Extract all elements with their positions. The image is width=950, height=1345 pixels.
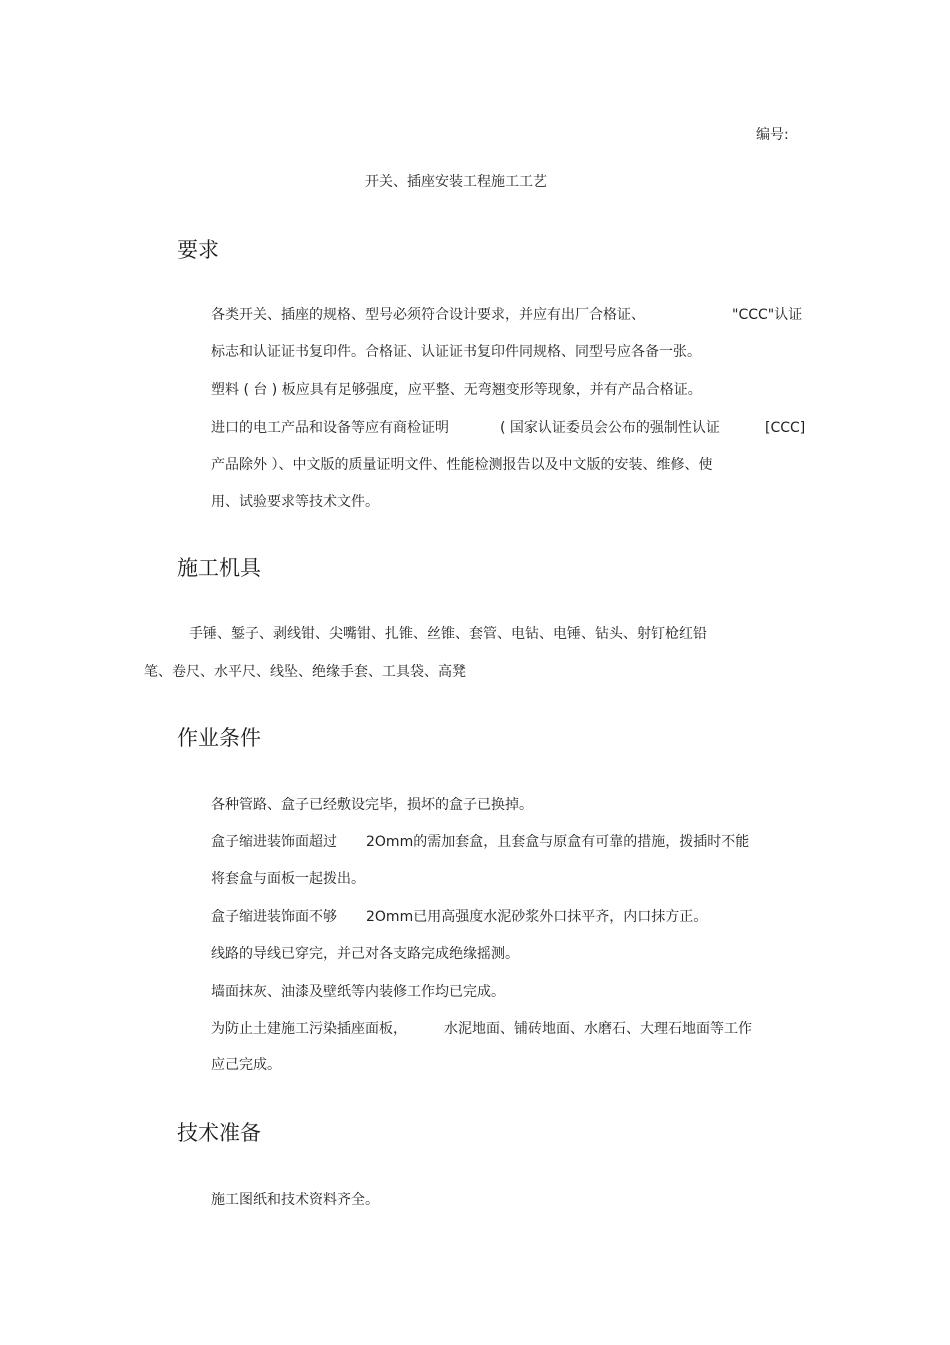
conditions-line: 为防止土建施工污染插座面板， <box>211 1021 407 1037</box>
tech-line: 施工图纸和技术资料齐全。 <box>211 1192 379 1208</box>
document-number-label: 编号: <box>756 127 789 143</box>
section-heading-tech: 技术准备 <box>177 1121 261 1145</box>
section-heading-tools: 施工机具 <box>177 556 261 580</box>
conditions-line: 盒子缩进装饰面超过 <box>211 834 337 850</box>
requirements-line: 进口的电工产品和设备等应有商检证明 <box>211 420 449 436</box>
tools-line: 手锤、錾子、剥线钳、尖嘴钳、扎锥、丝锥、套管、电钻、电锤、钻头、射钉枪红铅 <box>189 626 707 642</box>
conditions-line: 各种管路、盒子已经敷设完毕，损坏的盒子已换掉。 <box>211 797 533 813</box>
requirements-line: 各类开关、插座的规格、型号必须符合设计要求，并应有出厂合格证、 <box>211 307 645 323</box>
conditions-line: 墙面抹灰、油漆及壁纸等内装修工作均已完成。 <box>211 984 505 1000</box>
tools-line: 笔、卷尺、水平尺、线坠、绝缘手套、工具袋、高凳 <box>144 664 466 680</box>
requirements-line: [CCC] <box>765 420 806 436</box>
section-heading-requirements: 要求 <box>177 238 219 262</box>
conditions-line: 水泥地面、铺砖地面、水磨石、大理石地面等工作 <box>444 1021 752 1037</box>
requirements-line: 塑料 ( 台 ) 板应具有足够强度，应平整、无弯翘变形等现象，并有产品合格证。 <box>211 382 702 398</box>
requirements-line: 产品除外 ）、中文版的质量证明文件、性能检测报告以及中文版的安装、维修、使 <box>211 457 713 473</box>
conditions-line: 线路的导线已穿完，并己对各支路完成绝缘摇测。 <box>211 946 519 962</box>
conditions-line: 2Omm的需加套盒，且套盒与原盒有可靠的措施，拨插时不能 <box>366 834 750 850</box>
conditions-line: 将套盒与面板一起拨出。 <box>211 871 365 887</box>
conditions-line: 2Omm已用高强度水泥砂浆外口抹平齐，内口抹方正。 <box>366 909 708 925</box>
conditions-line: 应己完成。 <box>211 1057 281 1073</box>
requirements-line: 标志和认证证书复印件。合格证、认证证书复印件同规格、同型号应各备一张。 <box>211 344 701 360</box>
requirements-line: 用、试验要求等技术文件。 <box>211 494 379 510</box>
section-heading-conditions: 作业条件 <box>177 726 261 750</box>
document-title: 开关、插座安装工程施工工艺 <box>365 174 547 190</box>
requirements-line: "CCC"认证 <box>732 307 803 323</box>
requirements-line: ( 国家认证委员会公布的强制性认证 <box>500 420 720 436</box>
conditions-line: 盒子缩进装饰面不够 <box>211 909 337 925</box>
